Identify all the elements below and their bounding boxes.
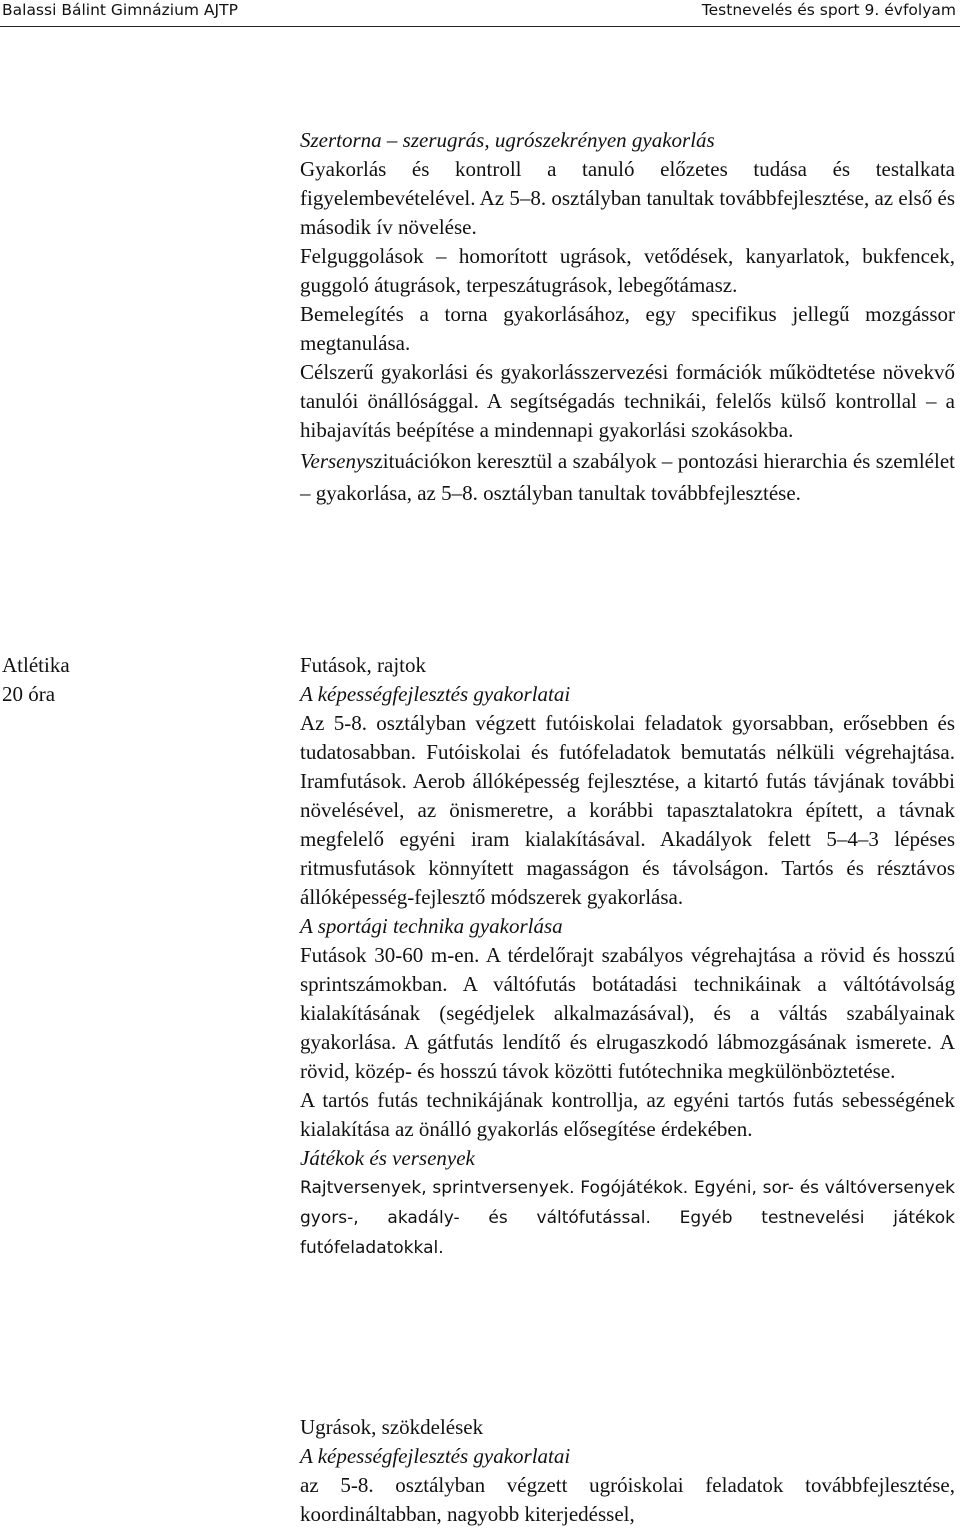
paragraph: Célszerű gyakorlási és gyakorlásszervezési formációk működtetése növekvő tanulói önállósággal. A segítségadás technikái, felelős külső kontrollal – a hibajavítás beépítése a mindennapi gyakorlási szokásokba. — [300, 360, 955, 442]
paragraph: Bemelegítés a torna gyakorlásához, egy specifikus jellegű mozgássor megtanulása. — [300, 302, 955, 355]
paragraph: Futások 30-60 m-en. A térdelőrajt szabályos végrehajtása a rövid és hosszú sprintszámokban. A váltófutás botátadási technikáinak a váltótávolság kialakításának (segédjelek alkalmazásával), és a váltás szabályainak gyakorlása. A gátfutás lendítő és elrugaszkodó lábmozgásának ismerete. A rövid, közép- és hosszú távok közötti futótechnika megkülönböztetése. — [300, 943, 955, 1083]
paragraph: az 5-8. osztályban végzett ugróiskolai feladatok továbbfejlesztése, koordináltabban, nagyobb kiterjedéssel, — [300, 1473, 955, 1526]
section-title: Futások, rajtok — [300, 653, 426, 677]
paragraph: Felguggolások – homorított ugrások, vetődések, kanyarlatok, bukfencek, guggoló átugrások, terpeszátugrások, lebegőtámasz. — [300, 244, 955, 297]
subsection-title: A képességfejlesztés gyakorlatai — [300, 682, 571, 706]
subsection-title: Játékok és versenyek — [300, 1146, 475, 1170]
hours-label: 20 óra — [2, 682, 56, 706]
page-header — [0, 0, 960, 28]
italic-word: Verseny — [300, 449, 366, 473]
paragraph — [300, 445, 955, 509]
paragraph: Gyakorlás és kontroll a tanuló előzetes tudása és testalkata figyelembevételével. Az 5–8. osztályban tanultak továbbfejlesztése, az első és második ív növelése. — [300, 157, 955, 239]
header-subject: Testnevelés és sport 9. évfolyam — [701, 1, 956, 19]
section-ugrasok — [300, 1413, 955, 1529]
header-school: Balassi Bálint Gimnázium AJTP — [2, 1, 238, 19]
sidebar-atletika — [2, 651, 182, 709]
paragraph: Rajtversenyek, sprintversenyek. Fogójátékok. Egyéni, sor- és váltóversenyek gyors-, akadály- és váltófutással. Egyéb testnevelési játékok futófeladatokkal. — [300, 1178, 955, 1258]
section-title: Szertorna – szerugrás, ugrószekrényen gyakorlás — [300, 128, 715, 152]
paragraph: Az 5-8. osztályban végzett futóiskolai feladatok gyorsabban, erősebben és tudatosabban. Futóiskolai és futófeladatok bemutatás nélküli végrehajtása. Iramfutások. Aerob állóképesség fejlesztése, a kitartó futás távjának további növelésével, az önismeretre, a korábbi tapasztalatokra épített, a távnak megfelelő egyéni iram kialakításával. Akadályok felett 5–4–3 lépéses ritmusfutások könnyített magasságon és távolságon. Tartós és résztávos állóképesség-fejlesztő módszerek gyakorlása. — [300, 711, 955, 909]
subsection-title: A sportági technika gyakorlása — [300, 914, 563, 938]
subject-label: Atlétika — [2, 653, 70, 677]
section-title: Ugrások, szökdelések — [300, 1415, 484, 1439]
paragraph-rest: szituációkon keresztül a szabályok – pontozási hierarchia és szemlélet – gyakorlása, az 5–8. osztályban tanultak továbbfejlesztése. — [300, 449, 955, 505]
section-szertorna — [300, 126, 955, 509]
section-futasok — [300, 651, 955, 1263]
header-rule — [0, 26, 960, 27]
subsection-title: A képességfejlesztés gyakorlatai — [300, 1444, 571, 1468]
paragraph: A tartós futás technikájának kontrollja, az egyéni tartós futás sebességének kialakítása az önálló gyakorlás elősegítése érdekében. — [300, 1088, 955, 1141]
